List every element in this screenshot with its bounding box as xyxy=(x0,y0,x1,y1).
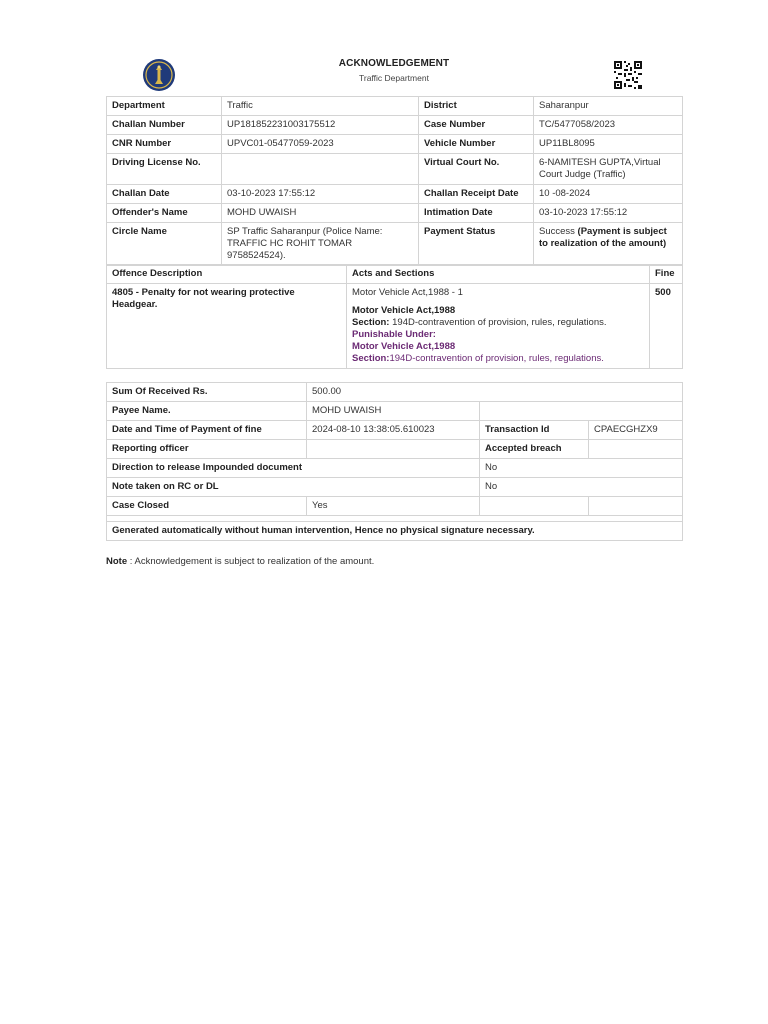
detail-label: Virtual Court No. xyxy=(419,154,534,185)
page-title: ACKNOWLEDGEMENT xyxy=(338,58,450,69)
detail-label: Vehicle Number xyxy=(419,135,534,154)
case-closed-label: Case Closed xyxy=(107,497,307,516)
detail-label: Payment Status xyxy=(419,223,534,266)
section-line xyxy=(352,317,644,329)
fine-header: Fine xyxy=(650,265,683,284)
offence-table xyxy=(106,264,683,369)
detail-value xyxy=(222,154,419,185)
detail-label: Challan Date xyxy=(107,185,222,204)
offence-row xyxy=(107,284,683,369)
detail-row xyxy=(107,204,683,223)
detail-row xyxy=(107,116,683,135)
acts-sections-cell xyxy=(347,284,650,369)
acts-sections-header: Acts and Sections xyxy=(347,265,650,284)
empty-cell xyxy=(480,497,589,516)
section-text: 194D-contravention of provision, rules, regulations. xyxy=(389,317,607,328)
offence-description: 4805 - Penalty for not wearing protective Headgear. xyxy=(107,284,347,369)
detail-label: Circle Name xyxy=(107,223,222,266)
section-label: Section: xyxy=(352,317,390,328)
detail-label: Offender's Name xyxy=(107,204,222,223)
detail-row xyxy=(107,154,683,185)
act-name: Motor Vehicle Act,1988 xyxy=(352,305,456,316)
note-rc-dl-label: Note taken on RC or DL xyxy=(107,478,480,497)
payment-row xyxy=(107,402,683,421)
payment-row xyxy=(107,440,683,459)
detail-value: 03-10-2023 17:55:12 xyxy=(534,204,683,223)
detail-label: CNR Number xyxy=(107,135,222,154)
qr-code-icon xyxy=(614,61,642,89)
punishable-section-line xyxy=(352,353,644,365)
punishable-section-text: 194D-contravention of provision, rules, regulations. xyxy=(389,353,604,364)
detail-row xyxy=(107,97,683,116)
punishable-label: Punishable Under: xyxy=(352,329,436,340)
payee-name-value: MOHD UWAISH xyxy=(307,402,480,421)
note-label: Note xyxy=(106,556,128,567)
payment-status-value xyxy=(534,223,683,266)
offence-description-header: Offence Description xyxy=(107,265,347,284)
detail-row xyxy=(107,185,683,204)
detail-value: 10 -08-2024 xyxy=(534,185,683,204)
payment-row xyxy=(107,459,683,478)
detail-label: District xyxy=(419,97,534,116)
sum-received-label: Sum Of Received Rs. xyxy=(107,383,307,402)
title-block xyxy=(106,58,682,83)
accepted-breach-value xyxy=(589,440,683,459)
fine-value: 500 xyxy=(650,284,683,369)
detail-label: Challan Number xyxy=(107,116,222,135)
detail-value: 03-10-2023 17:55:12 xyxy=(222,185,419,204)
accepted-breach-label: Accepted breach xyxy=(480,440,589,459)
reporting-officer-label: Reporting officer xyxy=(107,440,307,459)
sum-received-value: 500.00 xyxy=(307,383,683,402)
payment-status-note: (Payment is subject to realization of the amount) xyxy=(539,226,667,249)
punishable-section-label: Section: xyxy=(352,353,390,364)
detail-row xyxy=(107,135,683,154)
punishable-act: Motor Vehicle Act,1988 xyxy=(352,341,456,352)
transaction-id-value: CPAECGHZX9 xyxy=(589,421,683,440)
detail-value: UP11BL8095 xyxy=(534,135,683,154)
detail-value: TC/5477058/2023 xyxy=(534,116,683,135)
transaction-id-label: Transaction Id xyxy=(480,421,589,440)
header xyxy=(106,56,682,96)
challan-details-table xyxy=(106,96,683,266)
detail-value: 6-NAMITESH GUPTA,Virtual Court Judge (Traffic) xyxy=(534,154,683,185)
payee-name-label: Payee Name. xyxy=(107,402,307,421)
page-subtitle: Traffic Department xyxy=(359,73,429,83)
detail-value: MOHD UWAISH xyxy=(222,204,419,223)
detail-label: Intimation Date xyxy=(419,204,534,223)
detail-label: Department xyxy=(107,97,222,116)
payment-status-text: Success xyxy=(539,226,578,237)
reporting-officer-value xyxy=(307,440,480,459)
footer-note xyxy=(106,556,374,567)
payment-row xyxy=(107,421,683,440)
detail-value: UPVC01-05477059-2023 xyxy=(222,135,419,154)
auto-generated-notice: Generated automatically without human intervention, Hence no physical signature necessary. xyxy=(107,522,683,541)
case-closed-value: Yes xyxy=(307,497,480,516)
acts-line: Motor Vehicle Act,1988 - 1 xyxy=(352,287,463,298)
detail-label: Driving License No. xyxy=(107,154,222,185)
offence-header-row xyxy=(107,265,683,284)
detail-row xyxy=(107,223,683,266)
payment-row xyxy=(107,478,683,497)
direction-release-label: Direction to release Impounded document xyxy=(107,459,480,478)
payment-row xyxy=(107,522,683,541)
payment-row xyxy=(107,497,683,516)
detail-label: Challan Receipt Date xyxy=(419,185,534,204)
empty-cell xyxy=(589,497,683,516)
payment-table xyxy=(106,382,683,541)
detail-value: Traffic xyxy=(222,97,419,116)
detail-value: UP181852231003175512 xyxy=(222,116,419,135)
note-text: : Acknowledgement is subject to realization of the amount. xyxy=(127,556,375,567)
payment-row xyxy=(107,383,683,402)
detail-value: Saharanpur xyxy=(534,97,683,116)
detail-value: SP Traffic Saharanpur (Police Name: TRAFFIC HC ROHIT TOMAR 9758524524). xyxy=(222,223,419,266)
payment-datetime-label: Date and Time of Payment of fine xyxy=(107,421,307,440)
direction-release-value: No xyxy=(480,459,683,478)
payment-datetime-value: 2024-08-10 13:38:05.610023 xyxy=(307,421,480,440)
empty-cell xyxy=(480,402,683,421)
note-rc-dl-value: No xyxy=(480,478,683,497)
detail-label: Case Number xyxy=(419,116,534,135)
